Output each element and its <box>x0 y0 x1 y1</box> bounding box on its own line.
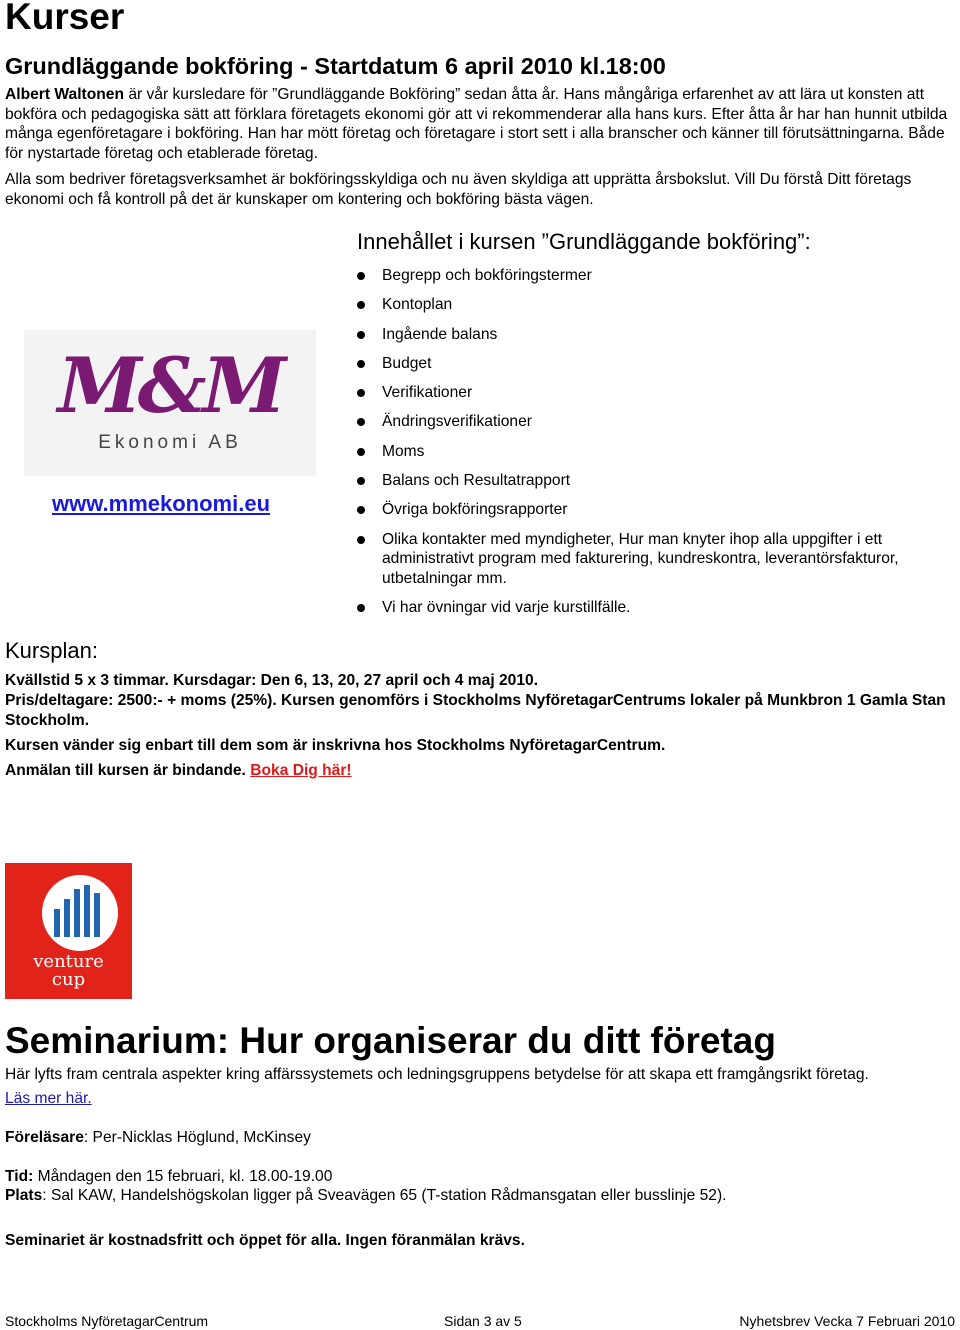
list-item <box>357 412 957 432</box>
speaker-label: Föreläsare <box>5 1129 84 1146</box>
book-link[interactable]: Boka Dig här! <box>250 762 352 779</box>
logo-subtitle: Ekonomi AB <box>98 432 242 453</box>
bullet-icon <box>357 301 365 309</box>
list-item-text: Vi har övningar vid varje kurstillfälle. <box>382 598 631 616</box>
bullet-icon <box>357 477 365 485</box>
list-item <box>357 266 957 286</box>
read-more-link[interactable]: Läs mer här. <box>5 1090 92 1107</box>
list-item <box>357 325 957 345</box>
venture-cup-logo <box>5 863 132 999</box>
list-item-text: Verifikationer <box>382 384 473 402</box>
course-intro <box>5 85 955 163</box>
kursplan-line-2: Pris/deltagare: 2500:- + moms (25%). Kursen genomförs i Stockholms NyföretagarCentrums lokaler på Munkbron 1 Gamla Stan Stockholm. <box>5 692 946 729</box>
list-item <box>357 500 957 520</box>
read-more-line <box>5 1089 955 1109</box>
bullet-icon <box>357 604 365 612</box>
list-item <box>357 530 957 589</box>
speaker-line <box>5 1128 955 1148</box>
bullet-icon <box>357 272 365 280</box>
page-title: Kurser <box>5 0 125 37</box>
bar-icon <box>74 889 80 937</box>
mm-ekonomi-logo <box>24 330 316 476</box>
place-line <box>5 1186 955 1206</box>
venture-cup-circle <box>42 875 118 951</box>
kursplan-line-3: Kursen vänder sig enbart till dem som är inskrivna hos Stockholms NyföretagarCentrum. <box>5 737 666 754</box>
bullet-icon <box>357 360 365 368</box>
bullet-icon <box>357 536 365 544</box>
kursplan-line-1: Kvällstid 5 x 3 timmar. Kursdagar: Den 6, 13, 20, 27 april och 4 maj 2010. <box>5 672 539 689</box>
list-item-text: Begrepp och bokföringstermer <box>382 267 592 284</box>
bullet-icon <box>357 389 365 397</box>
time-value: Måndagen den 15 februari, kl. 18.00-19.00 <box>33 1168 333 1185</box>
seminar-title: Seminarium: Hur organiserar du ditt företag <box>5 1020 776 1061</box>
kursplan-title: Kursplan: <box>5 638 98 663</box>
list-item-text: Ändringsverifikationer <box>382 413 532 431</box>
bar-icon <box>54 909 60 937</box>
footer-page: Sidan 3 av 5 <box>444 1313 522 1329</box>
bar-icon <box>94 893 100 937</box>
course-intro-text: är vår kursledare för ”Grundläggande Bokföring” sedan åtta år. Hans mångåriga erfarenhet av att lära ut konsten att bokföra och pedagogiska sätt att förklara företagets ekonomi gör att vi rekommenderar alla hans kurs. Efter åtta år har han hunnit utbilda många egenföretagare i bokföring. Han har mött företag och företagare i stort sett i alla branscher och känner till förutsättningarna. Både för nystartade företag och etablerade företag. <box>5 86 948 162</box>
venture-cup-text-1: venture <box>33 951 104 972</box>
list-item <box>357 354 957 374</box>
place-value: : Sal KAW, Handelshögskolan ligger på Sveavägen 65 (T-station Rådmansgatan eller busslinje 52). <box>42 1187 727 1204</box>
list-item <box>357 383 957 403</box>
footer-right: Nyhetsbrev Vecka 7 Februari 2010 <box>739 1313 955 1329</box>
bullet-icon <box>357 331 365 339</box>
list-item <box>357 471 957 491</box>
bullet-icon <box>357 418 365 426</box>
list-item-text: Olika kontakter med myndigheter, Hur man knyter ihop alla uppgifter i ett administrativt program med fakturering, kundreskontra, leverantörsfakturor, utbetalningar mm. <box>382 530 899 587</box>
list-item <box>357 598 957 618</box>
venture-cup-text-2: cup <box>51 969 86 990</box>
list-item <box>357 442 957 462</box>
kursplan-binding-text: Anmälan till kursen är bindande. <box>5 762 251 779</box>
list-item <box>357 295 957 315</box>
list-item-text: Ingående balans <box>382 325 498 343</box>
course-heading: Grundläggande bokföring - Startdatum 6 april 2010 kl.18:00 <box>5 53 666 79</box>
bar-icon <box>84 885 90 937</box>
content-title: Innehållet i kursen ”Grundläggande bokföring”: <box>357 229 811 254</box>
kursplan-line-4 <box>5 761 955 781</box>
time-line <box>5 1167 955 1187</box>
course-intro-2: Alla som bedriver företagsverksamhet är bokföringsskyldiga och nu även skyldiga att upprätta årsbokslut. Vill Du förstå Ditt företags ekonomi och få kontroll på det är kunskaper om kontering och bokföring bästa vägen. <box>5 171 912 208</box>
bar-icon <box>64 899 70 937</box>
bullet-icon <box>357 506 365 514</box>
seminar-note: Seminariet är kostnadsfritt och öppet för alla. Ingen föranmälan krävs. <box>5 1232 525 1249</box>
footer-left: Stockholms NyföretagarCentrum <box>5 1313 209 1329</box>
list-item-text: Balans och Resultatrapport <box>382 472 571 490</box>
logo-mark: M&M <box>57 341 283 430</box>
place-label: Plats <box>5 1187 43 1204</box>
mmekonomi-link[interactable]: www.mmekonomi.eu <box>52 491 271 516</box>
list-item-text: Övriga bokföringsrapporter <box>382 501 568 519</box>
bullet-icon <box>357 448 365 456</box>
content-list <box>357 266 957 627</box>
speaker-value: : Per-Nicklas Höglund, McKinsey <box>83 1129 311 1146</box>
instructor-name: Albert Waltonen <box>5 86 124 103</box>
seminar-description: Här lyfts fram centrala aspekter kring affärssystemets och ledningsgruppens betydelse för att skapa ett framgångsrikt företag. <box>5 1066 869 1083</box>
time-label: Tid: <box>5 1168 34 1185</box>
list-item-text: Moms <box>382 442 425 460</box>
list-item-text: Kontoplan <box>382 296 453 314</box>
list-item-text: Budget <box>382 354 432 372</box>
